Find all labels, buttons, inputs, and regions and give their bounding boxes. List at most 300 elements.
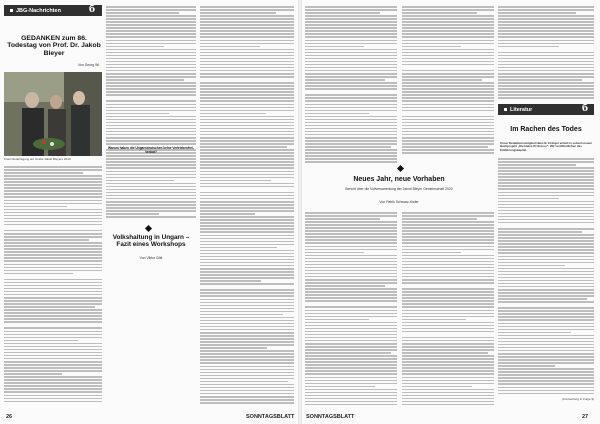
text-line bbox=[498, 176, 594, 178]
text-lines bbox=[402, 6, 494, 155]
text-line bbox=[4, 340, 78, 342]
text-line bbox=[498, 313, 594, 315]
text-line bbox=[498, 292, 594, 294]
text-line bbox=[4, 206, 67, 208]
text-line bbox=[106, 15, 196, 17]
text-line bbox=[305, 88, 397, 90]
text-line bbox=[402, 404, 494, 406]
text-line bbox=[498, 82, 594, 84]
text-line bbox=[200, 235, 294, 237]
text-line bbox=[4, 184, 102, 186]
text-line bbox=[402, 212, 494, 214]
text-line bbox=[305, 239, 397, 241]
right-article-sub: Bericht über die Vollversammlung der Jakob Bleyer Gemeinschaft 2020 bbox=[345, 187, 453, 191]
text-line bbox=[498, 246, 594, 248]
text-line bbox=[402, 389, 494, 391]
text-line bbox=[4, 324, 102, 326]
text-line bbox=[4, 169, 102, 171]
text-line bbox=[402, 73, 494, 75]
text-line bbox=[305, 15, 397, 17]
text-line bbox=[106, 40, 196, 42]
text-line bbox=[498, 268, 594, 270]
text-line bbox=[4, 203, 102, 205]
text-line bbox=[200, 338, 294, 340]
text-line bbox=[200, 6, 294, 8]
text-line bbox=[402, 40, 494, 42]
text-line bbox=[402, 82, 494, 84]
text-line bbox=[200, 113, 266, 115]
text-line bbox=[498, 225, 594, 227]
text-line bbox=[200, 265, 294, 267]
text-line bbox=[200, 247, 277, 249]
text-line bbox=[402, 79, 482, 81]
text-line bbox=[402, 61, 494, 63]
text-line bbox=[305, 233, 397, 235]
text-lines bbox=[200, 6, 294, 405]
text-line bbox=[106, 216, 196, 218]
text-line bbox=[402, 300, 494, 302]
text-line bbox=[402, 291, 494, 293]
text-line bbox=[305, 404, 397, 406]
text-line bbox=[402, 316, 494, 318]
text-line bbox=[4, 215, 102, 217]
text-line bbox=[498, 216, 594, 218]
text-line bbox=[305, 12, 380, 14]
text-line bbox=[498, 185, 594, 187]
text-line bbox=[402, 349, 494, 351]
text-line bbox=[305, 267, 397, 269]
text-line bbox=[200, 192, 294, 194]
text-line bbox=[200, 210, 294, 212]
text-line bbox=[305, 79, 385, 81]
text-line bbox=[498, 76, 594, 78]
text-line bbox=[305, 380, 397, 382]
text-line bbox=[402, 49, 494, 51]
text-line bbox=[305, 125, 397, 127]
text-line bbox=[200, 253, 294, 255]
text-line bbox=[402, 21, 494, 23]
text-line bbox=[305, 316, 397, 318]
text-line bbox=[200, 289, 294, 291]
text-line bbox=[305, 91, 397, 93]
text-line bbox=[305, 134, 397, 136]
text-line bbox=[305, 58, 397, 60]
text-line bbox=[305, 373, 397, 375]
text-line bbox=[305, 310, 397, 312]
text-line bbox=[305, 288, 397, 290]
text-line bbox=[498, 188, 594, 190]
text-line bbox=[402, 337, 494, 339]
text-line bbox=[402, 361, 494, 363]
text-line bbox=[402, 364, 494, 366]
text-line bbox=[498, 49, 594, 51]
text-line bbox=[305, 128, 397, 130]
text-line bbox=[402, 395, 494, 397]
text-line bbox=[106, 104, 196, 106]
text-line bbox=[106, 46, 164, 48]
text-line bbox=[305, 230, 397, 232]
text-line bbox=[200, 317, 294, 319]
section-label: JBG-Nachrichten bbox=[16, 7, 61, 14]
newspaper-logo-icon: б bbox=[89, 5, 96, 15]
text-line bbox=[106, 52, 196, 54]
text-line bbox=[200, 271, 294, 273]
text-line bbox=[4, 257, 102, 259]
text-line bbox=[402, 64, 494, 66]
text-line bbox=[305, 221, 397, 223]
text-line bbox=[402, 373, 494, 375]
text-line bbox=[200, 18, 294, 20]
text-line bbox=[305, 227, 397, 229]
text-line bbox=[106, 107, 196, 109]
text-line bbox=[4, 276, 102, 278]
text-line bbox=[402, 343, 494, 345]
text-line bbox=[200, 36, 294, 38]
text-line bbox=[305, 331, 397, 333]
text-line bbox=[200, 143, 294, 145]
text-line bbox=[200, 393, 294, 395]
text-line bbox=[402, 119, 494, 121]
text-line bbox=[498, 390, 594, 392]
text-line bbox=[498, 371, 594, 373]
text-line bbox=[305, 270, 397, 272]
page-number-right: 27 bbox=[582, 414, 589, 420]
text-line bbox=[402, 242, 494, 244]
text-line bbox=[4, 245, 102, 247]
photo-illustration bbox=[4, 72, 102, 156]
text-line bbox=[200, 76, 294, 78]
text-line bbox=[498, 301, 594, 303]
text-line bbox=[402, 227, 494, 229]
text-line bbox=[106, 128, 196, 130]
text-line bbox=[106, 30, 196, 32]
text-line bbox=[4, 358, 102, 360]
text-line bbox=[402, 104, 494, 106]
text-line bbox=[402, 6, 494, 8]
text-line bbox=[305, 107, 397, 109]
text-line bbox=[200, 79, 294, 81]
text-line bbox=[498, 6, 594, 8]
text-line bbox=[4, 242, 102, 244]
text-line bbox=[498, 167, 594, 169]
text-line bbox=[200, 384, 294, 386]
text-line bbox=[305, 361, 397, 363]
text-line bbox=[305, 158, 397, 160]
text-lines bbox=[4, 166, 102, 404]
text-line bbox=[305, 122, 397, 124]
text-line bbox=[498, 262, 594, 264]
text-line bbox=[305, 386, 375, 388]
text-line bbox=[498, 335, 594, 337]
text-line bbox=[200, 12, 276, 14]
text-line bbox=[402, 224, 494, 226]
text-line bbox=[498, 195, 594, 197]
text-line bbox=[402, 392, 494, 394]
text-line bbox=[106, 207, 196, 209]
text-line bbox=[498, 350, 594, 352]
text-line bbox=[305, 94, 397, 96]
text-line bbox=[402, 334, 494, 336]
text-line bbox=[200, 292, 294, 294]
text-line bbox=[402, 43, 494, 45]
text-line bbox=[106, 161, 196, 163]
text-line bbox=[200, 146, 287, 148]
text-line bbox=[305, 33, 397, 35]
text-column-2 bbox=[106, 6, 196, 406]
text-line bbox=[498, 18, 594, 20]
text-line bbox=[200, 104, 294, 106]
text-line bbox=[305, 24, 397, 26]
text-line bbox=[106, 24, 196, 26]
text-line bbox=[498, 387, 594, 389]
text-line bbox=[4, 370, 102, 372]
text-line bbox=[305, 18, 397, 20]
text-line bbox=[200, 305, 294, 307]
text-line bbox=[305, 143, 397, 145]
text-line bbox=[4, 300, 102, 302]
text-line bbox=[305, 313, 397, 315]
literature-title: Im Rachen des Todes bbox=[510, 126, 582, 133]
text-line bbox=[4, 196, 102, 198]
text-line bbox=[305, 131, 397, 133]
text-line bbox=[305, 215, 397, 217]
memorial-photo bbox=[4, 72, 102, 156]
text-line bbox=[200, 280, 261, 282]
text-line bbox=[106, 198, 196, 200]
page-number-left: 26 bbox=[6, 414, 13, 420]
text-line bbox=[4, 309, 102, 311]
text-line bbox=[200, 381, 288, 383]
text-line bbox=[498, 286, 594, 288]
text-line bbox=[305, 55, 397, 57]
text-line bbox=[402, 46, 461, 48]
text-line bbox=[4, 221, 102, 223]
text-line bbox=[4, 282, 102, 284]
text-line bbox=[200, 140, 294, 142]
text-line bbox=[402, 267, 494, 269]
text-line bbox=[402, 306, 494, 308]
text-line bbox=[106, 213, 159, 215]
text-line bbox=[402, 313, 494, 315]
text-line bbox=[4, 209, 102, 211]
text-line bbox=[498, 61, 594, 63]
text-line bbox=[106, 171, 196, 173]
text-line bbox=[200, 204, 294, 206]
photo-caption: Kranzniederlegung am Grabe Jakob Bleyers 2019 bbox=[4, 157, 71, 161]
text-line bbox=[200, 207, 294, 209]
text-line bbox=[200, 244, 294, 246]
text-line bbox=[200, 137, 294, 139]
text-line bbox=[200, 40, 294, 42]
text-line bbox=[200, 390, 294, 392]
text-line bbox=[106, 186, 196, 188]
text-line bbox=[305, 303, 397, 305]
text-line bbox=[498, 380, 594, 382]
text-line bbox=[200, 15, 294, 17]
text-line bbox=[200, 189, 294, 191]
text-line bbox=[200, 27, 294, 29]
article-author: Von Georg Wi. bbox=[77, 63, 100, 67]
text-line bbox=[305, 352, 391, 354]
text-line bbox=[402, 340, 494, 342]
text-line bbox=[498, 67, 594, 69]
text-line bbox=[305, 49, 397, 51]
text-line bbox=[200, 320, 294, 322]
text-line bbox=[200, 302, 294, 304]
right-article-author: Von Patrik Schwarz-Kiefer bbox=[379, 200, 419, 204]
text-line bbox=[106, 43, 196, 45]
text-line bbox=[498, 43, 594, 45]
text-line bbox=[402, 331, 494, 333]
continuation-note: (Fortsetzung in Folge 9) bbox=[562, 397, 594, 401]
text-line bbox=[200, 73, 294, 75]
text-line bbox=[106, 58, 196, 60]
text-line bbox=[402, 27, 494, 29]
text-line bbox=[200, 58, 294, 60]
text-line bbox=[498, 365, 555, 367]
text-line bbox=[200, 274, 294, 276]
text-line bbox=[200, 198, 294, 200]
text-line bbox=[498, 277, 594, 279]
text-line bbox=[402, 370, 494, 372]
text-line bbox=[305, 258, 397, 260]
text-line bbox=[402, 218, 477, 220]
separator-diamond-icon bbox=[397, 165, 404, 172]
text-line bbox=[200, 308, 294, 310]
text-line bbox=[402, 55, 494, 57]
text-line bbox=[4, 343, 102, 345]
text-line bbox=[498, 24, 594, 26]
text-line bbox=[4, 385, 102, 387]
text-line bbox=[106, 73, 196, 75]
text-line bbox=[305, 40, 397, 42]
text-line bbox=[402, 355, 494, 357]
text-line bbox=[106, 9, 196, 11]
text-line bbox=[4, 379, 102, 381]
text-line bbox=[200, 314, 283, 316]
text-line bbox=[200, 262, 294, 264]
text-line bbox=[106, 122, 196, 124]
text-line bbox=[402, 297, 494, 299]
text-line bbox=[498, 368, 594, 370]
text-line bbox=[402, 261, 494, 263]
text-line bbox=[106, 167, 196, 169]
text-line bbox=[200, 24, 294, 26]
text-line bbox=[106, 134, 196, 136]
text-line bbox=[402, 149, 494, 151]
text-line bbox=[498, 326, 594, 328]
text-line bbox=[402, 137, 494, 139]
text-line bbox=[106, 18, 196, 20]
text-line bbox=[498, 310, 594, 312]
text-line bbox=[498, 393, 594, 395]
text-line bbox=[4, 334, 102, 336]
text-line bbox=[498, 222, 594, 224]
text-line bbox=[106, 137, 196, 139]
paper-name-right: SONNTAGSBLATT bbox=[306, 414, 355, 420]
text-line bbox=[305, 337, 397, 339]
text-line bbox=[402, 116, 494, 118]
text-line bbox=[200, 359, 294, 361]
text-line bbox=[498, 307, 594, 309]
text-line bbox=[305, 140, 397, 142]
text-line bbox=[402, 36, 494, 38]
text-line bbox=[106, 113, 169, 115]
text-line bbox=[106, 64, 196, 66]
text-line bbox=[498, 344, 594, 346]
text-line bbox=[106, 195, 196, 197]
text-line bbox=[200, 107, 294, 109]
literature-label: Literatur bbox=[510, 106, 533, 113]
text-line bbox=[106, 67, 196, 69]
text-line bbox=[402, 152, 494, 154]
text-line bbox=[402, 100, 494, 102]
text-line bbox=[498, 259, 594, 261]
text-line bbox=[402, 255, 494, 257]
text-line bbox=[498, 249, 594, 251]
text-line bbox=[200, 356, 294, 358]
text-line bbox=[305, 9, 397, 11]
text-line bbox=[200, 295, 294, 297]
text-line bbox=[4, 346, 102, 348]
text-line bbox=[402, 328, 494, 330]
bullet-square-icon bbox=[504, 108, 507, 111]
text-line bbox=[498, 40, 594, 42]
text-line bbox=[402, 282, 494, 284]
text-line bbox=[106, 164, 196, 166]
text-line bbox=[200, 46, 260, 48]
text-line bbox=[305, 212, 397, 214]
text-line bbox=[498, 173, 594, 175]
text-line bbox=[106, 85, 196, 87]
text-line bbox=[305, 377, 397, 379]
text-line bbox=[498, 319, 594, 321]
text-line bbox=[200, 100, 294, 102]
text-line bbox=[106, 110, 196, 112]
text-line bbox=[305, 252, 364, 254]
text-line bbox=[4, 187, 102, 189]
text-line bbox=[498, 338, 594, 340]
text-line bbox=[305, 64, 397, 66]
text-line bbox=[305, 155, 397, 157]
text-line bbox=[305, 52, 397, 54]
text-line bbox=[4, 230, 102, 232]
text-line bbox=[4, 391, 102, 393]
text-line bbox=[200, 49, 294, 51]
text-line bbox=[200, 250, 294, 252]
text-line bbox=[305, 261, 397, 263]
text-line bbox=[305, 43, 397, 45]
text-line bbox=[402, 128, 494, 130]
text-line bbox=[402, 30, 494, 32]
text-line bbox=[106, 27, 196, 29]
text-line bbox=[305, 300, 397, 302]
text-line bbox=[4, 260, 102, 262]
text-line bbox=[200, 171, 294, 173]
text-line bbox=[305, 328, 397, 330]
text-line bbox=[402, 319, 466, 321]
text-line bbox=[4, 382, 102, 384]
text-line bbox=[402, 249, 494, 251]
text-line bbox=[4, 373, 62, 375]
text-line bbox=[305, 76, 397, 78]
text-line bbox=[200, 366, 294, 368]
text-line bbox=[200, 125, 294, 127]
text-line bbox=[200, 213, 255, 215]
text-line bbox=[200, 128, 294, 130]
text-line bbox=[498, 228, 594, 230]
text-line bbox=[4, 297, 102, 299]
